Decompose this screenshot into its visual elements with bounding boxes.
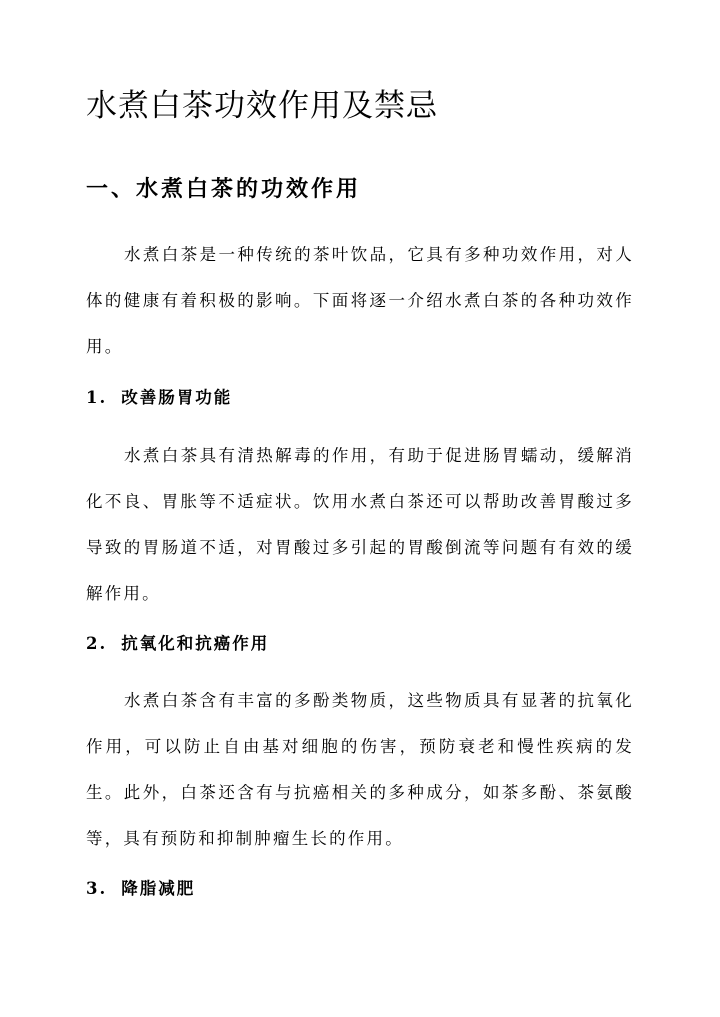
subsection-heading-2 — [86, 629, 269, 659]
subsection-heading-3 — [86, 874, 195, 904]
subsection-number: 2. — [86, 634, 108, 653]
subsection-paragraph-2: 水煮白茶含有丰富的多酚类物质，这些物质具有显著的抗氧化作用，可以防止自由基对细胞的伤害，预防衰老和慢性疾病的发生。此外，白茶还含有与抗癌相关的多种成分，如茶多酚、茶氨酸等，具有预防和抑制肿瘤生长的作用。 — [86, 691, 634, 848]
subsection-number: 1. — [86, 388, 108, 407]
subsection-title: 改善肠胃功能 — [121, 388, 233, 407]
subsection-title: 降脂减肥 — [121, 879, 196, 898]
subsection-number: 3. — [86, 879, 108, 898]
section-heading: 一、水煮白茶的功效作用 — [86, 176, 362, 202]
intro-paragraph: 水煮白茶是一种传统的茶叶饮品，它具有多种功效作用，对人体的健康有着积极的影响。下面将逐一介绍水煮白茶的各种功效作用。 — [86, 245, 634, 356]
document-title: 水煮白茶功效作用及禁忌 — [86, 88, 438, 124]
subsection-paragraph-1: 水煮白茶具有清热解毒的作用，有助于促进肠胃蠕动，缓解消化不良、胃胀等不适症状。饮用水煮白茶还可以帮助改善胃酸过多导致的胃肠道不适，对胃酸过多引起的胃酸倒流等问题有有效的缓解作用。 — [86, 446, 634, 603]
subsection-heading-1 — [86, 383, 232, 413]
subsection-title: 抗氧化和抗癌作用 — [121, 634, 270, 653]
